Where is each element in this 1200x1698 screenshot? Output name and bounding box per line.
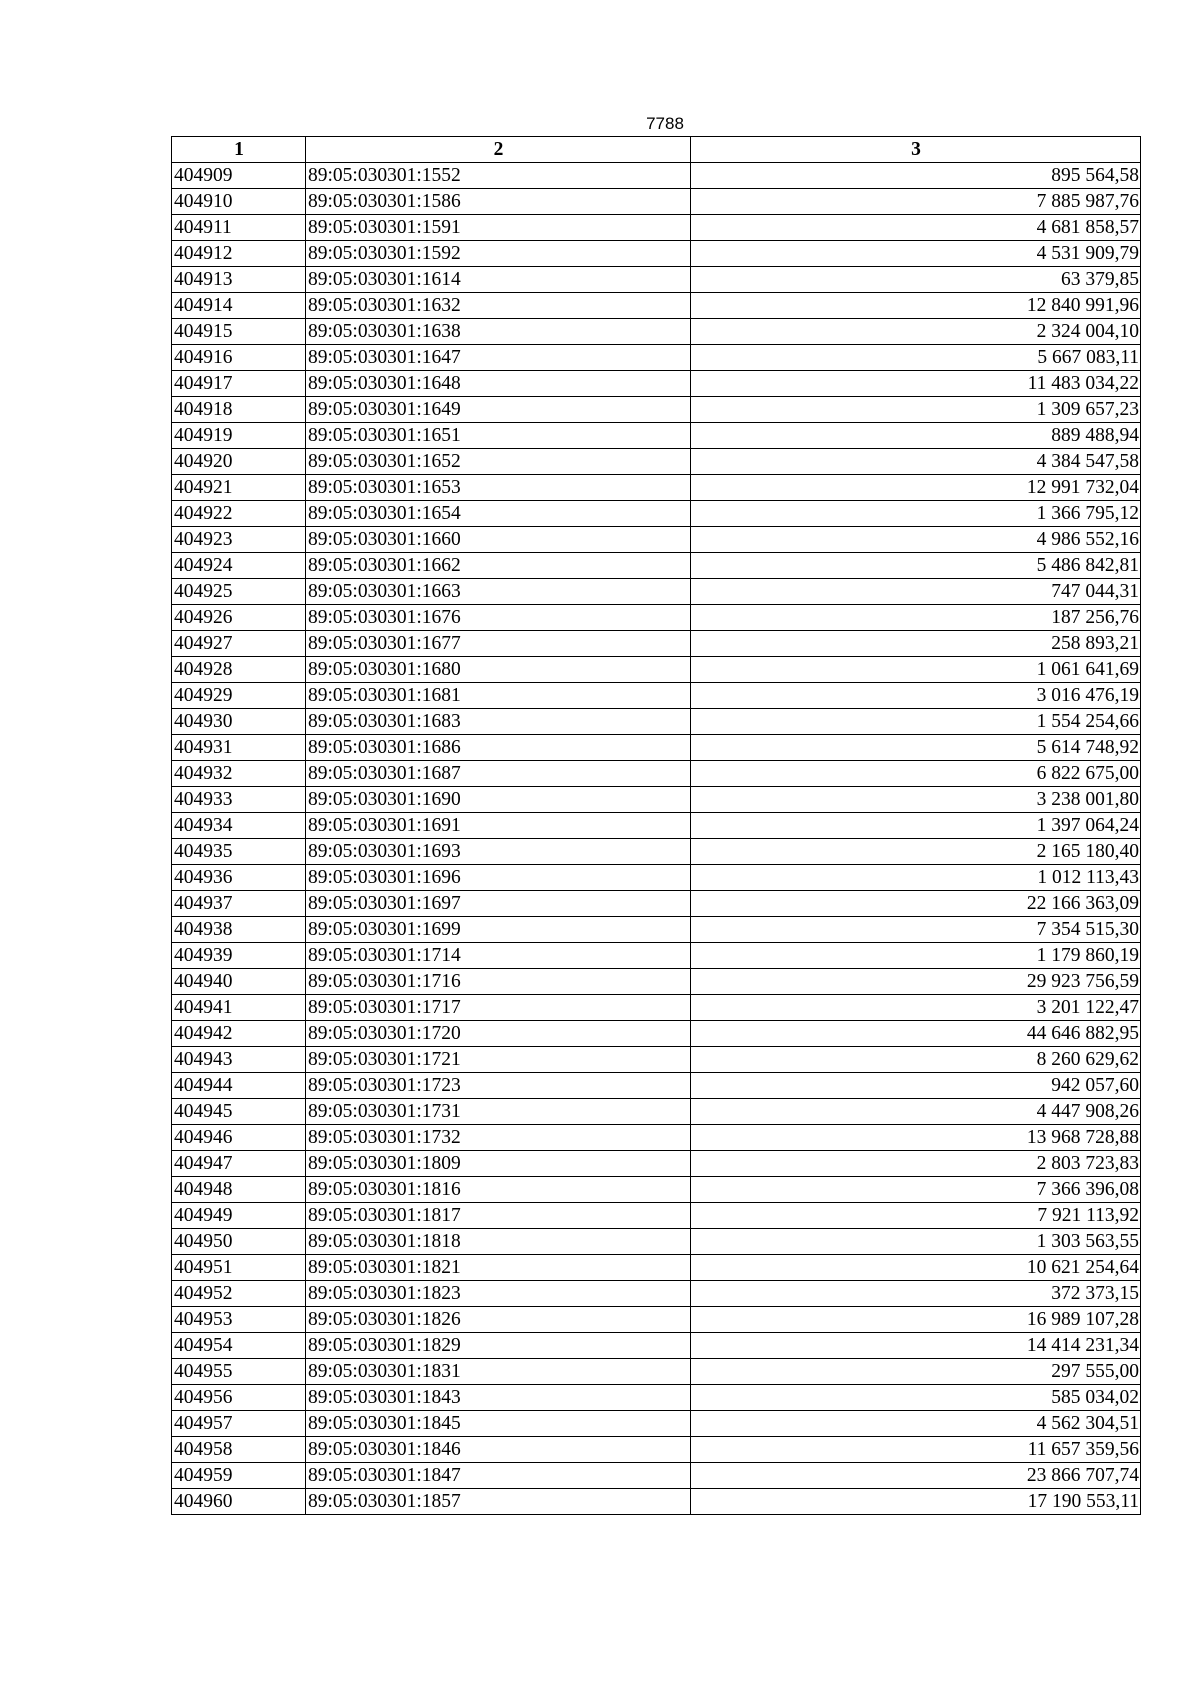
value-cell: 11 483 034,22 xyxy=(691,371,1141,397)
record-number-cell: 404916 xyxy=(172,345,306,371)
cadastral-number-cell: 89:05:030301:1831 xyxy=(306,1359,691,1385)
table-row xyxy=(172,163,1141,189)
value-cell: 4 384 547,58 xyxy=(691,449,1141,475)
value-cell: 23 866 707,74 xyxy=(691,1463,1141,1489)
record-number-cell: 404933 xyxy=(172,787,306,813)
record-number-cell: 404950 xyxy=(172,1229,306,1255)
record-number-cell: 404910 xyxy=(172,189,306,215)
cadastral-number-cell: 89:05:030301:1829 xyxy=(306,1333,691,1359)
table-row xyxy=(172,1463,1141,1489)
cadastral-number-cell: 89:05:030301:1652 xyxy=(306,449,691,475)
table-row xyxy=(172,1255,1141,1281)
record-number-cell: 404927 xyxy=(172,631,306,657)
record-number-cell: 404952 xyxy=(172,1281,306,1307)
table-row xyxy=(172,631,1141,657)
value-cell: 889 488,94 xyxy=(691,423,1141,449)
cadastral-number-cell: 89:05:030301:1818 xyxy=(306,1229,691,1255)
cadastral-number-cell: 89:05:030301:1699 xyxy=(306,917,691,943)
value-cell: 7 921 113,92 xyxy=(691,1203,1141,1229)
record-number-cell: 404954 xyxy=(172,1333,306,1359)
cadastral-number-cell: 89:05:030301:1717 xyxy=(306,995,691,1021)
cadastral-number-cell: 89:05:030301:1723 xyxy=(306,1073,691,1099)
table-row xyxy=(172,891,1141,917)
column-header-3: 3 xyxy=(691,137,1141,163)
value-cell: 7 354 515,30 xyxy=(691,917,1141,943)
record-number-cell: 404944 xyxy=(172,1073,306,1099)
table-row xyxy=(172,1411,1141,1437)
value-cell: 1 366 795,12 xyxy=(691,501,1141,527)
table-row xyxy=(172,319,1141,345)
column-header-1: 1 xyxy=(172,137,306,163)
table-row xyxy=(172,475,1141,501)
cadastral-number-cell: 89:05:030301:1857 xyxy=(306,1489,691,1515)
value-cell: 44 646 882,95 xyxy=(691,1021,1141,1047)
cadastral-number-cell: 89:05:030301:1721 xyxy=(306,1047,691,1073)
cadastral-number-cell: 89:05:030301:1817 xyxy=(306,1203,691,1229)
record-number-cell: 404955 xyxy=(172,1359,306,1385)
record-number-cell: 404937 xyxy=(172,891,306,917)
table-row xyxy=(172,1177,1141,1203)
record-number-cell: 404949 xyxy=(172,1203,306,1229)
cadastral-number-cell: 89:05:030301:1614 xyxy=(306,267,691,293)
cadastral-number-cell: 89:05:030301:1676 xyxy=(306,605,691,631)
table-row xyxy=(172,215,1141,241)
value-cell: 4 562 304,51 xyxy=(691,1411,1141,1437)
record-number-cell: 404926 xyxy=(172,605,306,631)
value-cell: 16 989 107,28 xyxy=(691,1307,1141,1333)
cadastral-number-cell: 89:05:030301:1845 xyxy=(306,1411,691,1437)
value-cell: 942 057,60 xyxy=(691,1073,1141,1099)
table-row xyxy=(172,501,1141,527)
cadastral-number-cell: 89:05:030301:1662 xyxy=(306,553,691,579)
cadastral-number-cell: 89:05:030301:1683 xyxy=(306,709,691,735)
record-number-cell: 404953 xyxy=(172,1307,306,1333)
cadastral-number-cell: 89:05:030301:1680 xyxy=(306,657,691,683)
cadastral-number-cell: 89:05:030301:1826 xyxy=(306,1307,691,1333)
cadastral-number-cell: 89:05:030301:1687 xyxy=(306,761,691,787)
value-cell: 4 447 908,26 xyxy=(691,1099,1141,1125)
cadastral-number-cell: 89:05:030301:1660 xyxy=(306,527,691,553)
value-cell: 14 414 231,34 xyxy=(691,1333,1141,1359)
value-cell: 4 531 909,79 xyxy=(691,241,1141,267)
table-row xyxy=(172,423,1141,449)
value-cell: 1 554 254,66 xyxy=(691,709,1141,735)
value-cell: 5 667 083,11 xyxy=(691,345,1141,371)
value-cell: 4 986 552,16 xyxy=(691,527,1141,553)
value-cell: 11 657 359,56 xyxy=(691,1437,1141,1463)
record-number-cell: 404917 xyxy=(172,371,306,397)
value-cell: 1 309 657,23 xyxy=(691,397,1141,423)
table-row xyxy=(172,1151,1141,1177)
record-number-cell: 404914 xyxy=(172,293,306,319)
record-number-cell: 404943 xyxy=(172,1047,306,1073)
record-number-cell: 404959 xyxy=(172,1463,306,1489)
record-number-cell: 404936 xyxy=(172,865,306,891)
cadastral-number-cell: 89:05:030301:1654 xyxy=(306,501,691,527)
value-cell: 1 061 641,69 xyxy=(691,657,1141,683)
value-cell: 8 260 629,62 xyxy=(691,1047,1141,1073)
value-cell: 895 564,58 xyxy=(691,163,1141,189)
column-header-2: 2 xyxy=(306,137,691,163)
record-number-cell: 404957 xyxy=(172,1411,306,1437)
table-row xyxy=(172,1333,1141,1359)
value-cell: 7 366 396,08 xyxy=(691,1177,1141,1203)
record-number-cell: 404938 xyxy=(172,917,306,943)
cadastral-number-cell: 89:05:030301:1693 xyxy=(306,839,691,865)
record-number-cell: 404911 xyxy=(172,215,306,241)
record-number-cell: 404951 xyxy=(172,1255,306,1281)
cadastral-number-cell: 89:05:030301:1697 xyxy=(306,891,691,917)
table-row xyxy=(172,449,1141,475)
table-row xyxy=(172,189,1141,215)
table-row xyxy=(172,813,1141,839)
table-row xyxy=(172,1125,1141,1151)
data-table xyxy=(171,136,1141,1515)
cadastral-number-cell: 89:05:030301:1651 xyxy=(306,423,691,449)
record-number-cell: 404956 xyxy=(172,1385,306,1411)
cadastral-number-cell: 89:05:030301:1816 xyxy=(306,1177,691,1203)
value-cell: 4 681 858,57 xyxy=(691,215,1141,241)
cadastral-number-cell: 89:05:030301:1843 xyxy=(306,1385,691,1411)
record-number-cell: 404939 xyxy=(172,943,306,969)
cadastral-number-cell: 89:05:030301:1686 xyxy=(306,735,691,761)
page-number: 7788 xyxy=(646,114,684,133)
record-number-cell: 404929 xyxy=(172,683,306,709)
record-number-cell: 404924 xyxy=(172,553,306,579)
table-row xyxy=(172,371,1141,397)
table-row xyxy=(172,969,1141,995)
cadastral-number-cell: 89:05:030301:1648 xyxy=(306,371,691,397)
cadastral-number-cell: 89:05:030301:1677 xyxy=(306,631,691,657)
value-cell: 12 840 991,96 xyxy=(691,293,1141,319)
table-row xyxy=(172,527,1141,553)
value-cell: 585 034,02 xyxy=(691,1385,1141,1411)
cadastral-number-cell: 89:05:030301:1847 xyxy=(306,1463,691,1489)
value-cell: 10 621 254,64 xyxy=(691,1255,1141,1281)
value-cell: 1 303 563,55 xyxy=(691,1229,1141,1255)
cadastral-number-cell: 89:05:030301:1809 xyxy=(306,1151,691,1177)
table-row xyxy=(172,683,1141,709)
cadastral-number-cell: 89:05:030301:1716 xyxy=(306,969,691,995)
table-row xyxy=(172,1437,1141,1463)
cadastral-number-cell: 89:05:030301:1681 xyxy=(306,683,691,709)
cadastral-number-cell: 89:05:030301:1638 xyxy=(306,319,691,345)
cadastral-number-cell: 89:05:030301:1586 xyxy=(306,189,691,215)
value-cell: 2 803 723,83 xyxy=(691,1151,1141,1177)
value-cell: 13 968 728,88 xyxy=(691,1125,1141,1151)
cadastral-number-cell: 89:05:030301:1720 xyxy=(306,1021,691,1047)
cadastral-number-cell: 89:05:030301:1714 xyxy=(306,943,691,969)
record-number-cell: 404930 xyxy=(172,709,306,735)
cadastral-number-cell: 89:05:030301:1691 xyxy=(306,813,691,839)
value-cell: 1 179 860,19 xyxy=(691,943,1141,969)
table-row xyxy=(172,1073,1141,1099)
record-number-cell: 404921 xyxy=(172,475,306,501)
table-body xyxy=(172,163,1141,1515)
table-row xyxy=(172,605,1141,631)
value-cell: 29 923 756,59 xyxy=(691,969,1141,995)
value-cell: 2 324 004,10 xyxy=(691,319,1141,345)
table-row xyxy=(172,1281,1141,1307)
record-number-cell: 404945 xyxy=(172,1099,306,1125)
value-cell: 63 379,85 xyxy=(691,267,1141,293)
table-row xyxy=(172,787,1141,813)
record-number-cell: 404958 xyxy=(172,1437,306,1463)
record-number-cell: 404948 xyxy=(172,1177,306,1203)
table-row xyxy=(172,839,1141,865)
table-row xyxy=(172,865,1141,891)
table-row xyxy=(172,1021,1141,1047)
record-number-cell: 404947 xyxy=(172,1151,306,1177)
cadastral-number-cell: 89:05:030301:1647 xyxy=(306,345,691,371)
table-row xyxy=(172,579,1141,605)
cadastral-number-cell: 89:05:030301:1649 xyxy=(306,397,691,423)
cadastral-number-cell: 89:05:030301:1732 xyxy=(306,1125,691,1151)
cadastral-number-cell: 89:05:030301:1846 xyxy=(306,1437,691,1463)
table-row xyxy=(172,917,1141,943)
cadastral-number-cell: 89:05:030301:1552 xyxy=(306,163,691,189)
table-row xyxy=(172,1047,1141,1073)
table-row xyxy=(172,293,1141,319)
record-number-cell: 404941 xyxy=(172,995,306,1021)
table-row xyxy=(172,267,1141,293)
cadastral-number-cell: 89:05:030301:1663 xyxy=(306,579,691,605)
cadastral-number-cell: 89:05:030301:1696 xyxy=(306,865,691,891)
record-number-cell: 404923 xyxy=(172,527,306,553)
cadastral-number-cell: 89:05:030301:1690 xyxy=(306,787,691,813)
table-row xyxy=(172,735,1141,761)
table-row xyxy=(172,345,1141,371)
table-row xyxy=(172,1203,1141,1229)
value-cell: 17 190 553,11 xyxy=(691,1489,1141,1515)
value-cell: 6 822 675,00 xyxy=(691,761,1141,787)
value-cell: 372 373,15 xyxy=(691,1281,1141,1307)
table-row xyxy=(172,241,1141,267)
table-row xyxy=(172,943,1141,969)
table-row xyxy=(172,397,1141,423)
cadastral-number-cell: 89:05:030301:1823 xyxy=(306,1281,691,1307)
table-row xyxy=(172,1307,1141,1333)
value-cell: 3 238 001,80 xyxy=(691,787,1141,813)
table-row xyxy=(172,1359,1141,1385)
record-number-cell: 404920 xyxy=(172,449,306,475)
table-row xyxy=(172,995,1141,1021)
record-number-cell: 404913 xyxy=(172,267,306,293)
value-cell: 1 397 064,24 xyxy=(691,813,1141,839)
record-number-cell: 404918 xyxy=(172,397,306,423)
value-cell: 5 486 842,81 xyxy=(691,553,1141,579)
record-number-cell: 404935 xyxy=(172,839,306,865)
cadastral-number-cell: 89:05:030301:1731 xyxy=(306,1099,691,1125)
cadastral-number-cell: 89:05:030301:1632 xyxy=(306,293,691,319)
value-cell: 3 016 476,19 xyxy=(691,683,1141,709)
value-cell: 3 201 122,47 xyxy=(691,995,1141,1021)
value-cell: 2 165 180,40 xyxy=(691,839,1141,865)
table-row xyxy=(172,657,1141,683)
table-row xyxy=(172,1385,1141,1411)
record-number-cell: 404922 xyxy=(172,501,306,527)
table-row xyxy=(172,553,1141,579)
record-number-cell: 404960 xyxy=(172,1489,306,1515)
record-number-cell: 404931 xyxy=(172,735,306,761)
value-cell: 1 012 113,43 xyxy=(691,865,1141,891)
value-cell: 22 166 363,09 xyxy=(691,891,1141,917)
cadastral-number-cell: 89:05:030301:1821 xyxy=(306,1255,691,1281)
table-row xyxy=(172,709,1141,735)
record-number-cell: 404912 xyxy=(172,241,306,267)
value-cell: 12 991 732,04 xyxy=(691,475,1141,501)
value-cell: 297 555,00 xyxy=(691,1359,1141,1385)
table-row xyxy=(172,761,1141,787)
cadastral-number-cell: 89:05:030301:1592 xyxy=(306,241,691,267)
value-cell: 187 256,76 xyxy=(691,605,1141,631)
value-cell: 7 885 987,76 xyxy=(691,189,1141,215)
cadastral-number-cell: 89:05:030301:1591 xyxy=(306,215,691,241)
record-number-cell: 404946 xyxy=(172,1125,306,1151)
table-header-row xyxy=(172,137,1141,163)
record-number-cell: 404940 xyxy=(172,969,306,995)
value-cell: 5 614 748,92 xyxy=(691,735,1141,761)
table-row xyxy=(172,1229,1141,1255)
record-number-cell: 404925 xyxy=(172,579,306,605)
record-number-cell: 404915 xyxy=(172,319,306,345)
table-row xyxy=(172,1099,1141,1125)
value-cell: 258 893,21 xyxy=(691,631,1141,657)
record-number-cell: 404909 xyxy=(172,163,306,189)
record-number-cell: 404932 xyxy=(172,761,306,787)
cadastral-number-cell: 89:05:030301:1653 xyxy=(306,475,691,501)
value-cell: 747 044,31 xyxy=(691,579,1141,605)
record-number-cell: 404928 xyxy=(172,657,306,683)
record-number-cell: 404919 xyxy=(172,423,306,449)
table-row xyxy=(172,1489,1141,1515)
record-number-cell: 404934 xyxy=(172,813,306,839)
record-number-cell: 404942 xyxy=(172,1021,306,1047)
